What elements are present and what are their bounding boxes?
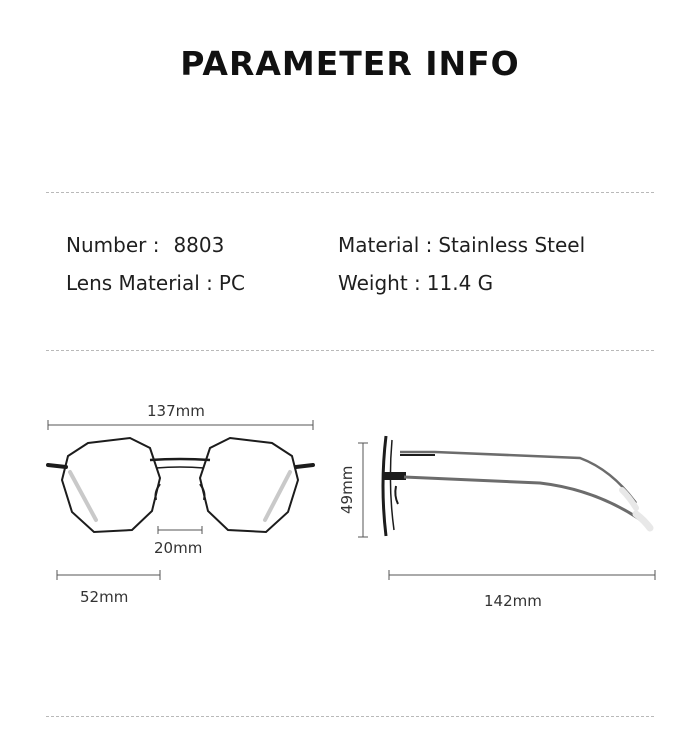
right-nose-pad — [200, 484, 205, 500]
lower-temple-tip — [636, 514, 650, 528]
total-width-label: 137mm — [147, 402, 205, 420]
hinge — [384, 472, 406, 480]
temple-length-label: 142mm — [484, 592, 542, 610]
spec-number-label: Number : — [66, 233, 160, 257]
spec-weight-label: Weight : — [338, 271, 421, 295]
page-title: PARAMETER INFO — [180, 44, 520, 83]
glasses-side-view — [383, 436, 650, 536]
side-temple — [404, 477, 648, 525]
lens-width-label: 52mm — [80, 588, 129, 606]
spec-lens-material-value: PC — [218, 271, 245, 295]
bridge-label: 20mm — [154, 539, 203, 557]
lens-height-label: 49mm — [338, 465, 356, 514]
bridge — [150, 459, 210, 460]
bridge-dimension-line — [158, 526, 202, 534]
total-width-dimension-line — [48, 420, 313, 430]
side-frame-profile — [383, 436, 386, 536]
spec-weight-value: 11.4 G — [426, 271, 494, 295]
spec-material-value: Stainless Steel — [438, 233, 586, 257]
glasses-front-view — [48, 438, 313, 532]
spec-material-label: Material : — [338, 233, 433, 257]
temple-length-dimension-line — [389, 570, 655, 580]
bottom-divider — [46, 716, 654, 717]
spec-number-value: 8803 — [173, 233, 225, 257]
lens-height-dimension-line — [358, 443, 368, 537]
spec-lens-material-label: Lens Material : — [66, 271, 213, 295]
lens-width-dimension-line — [57, 570, 160, 580]
left-nose-pad — [156, 484, 161, 500]
